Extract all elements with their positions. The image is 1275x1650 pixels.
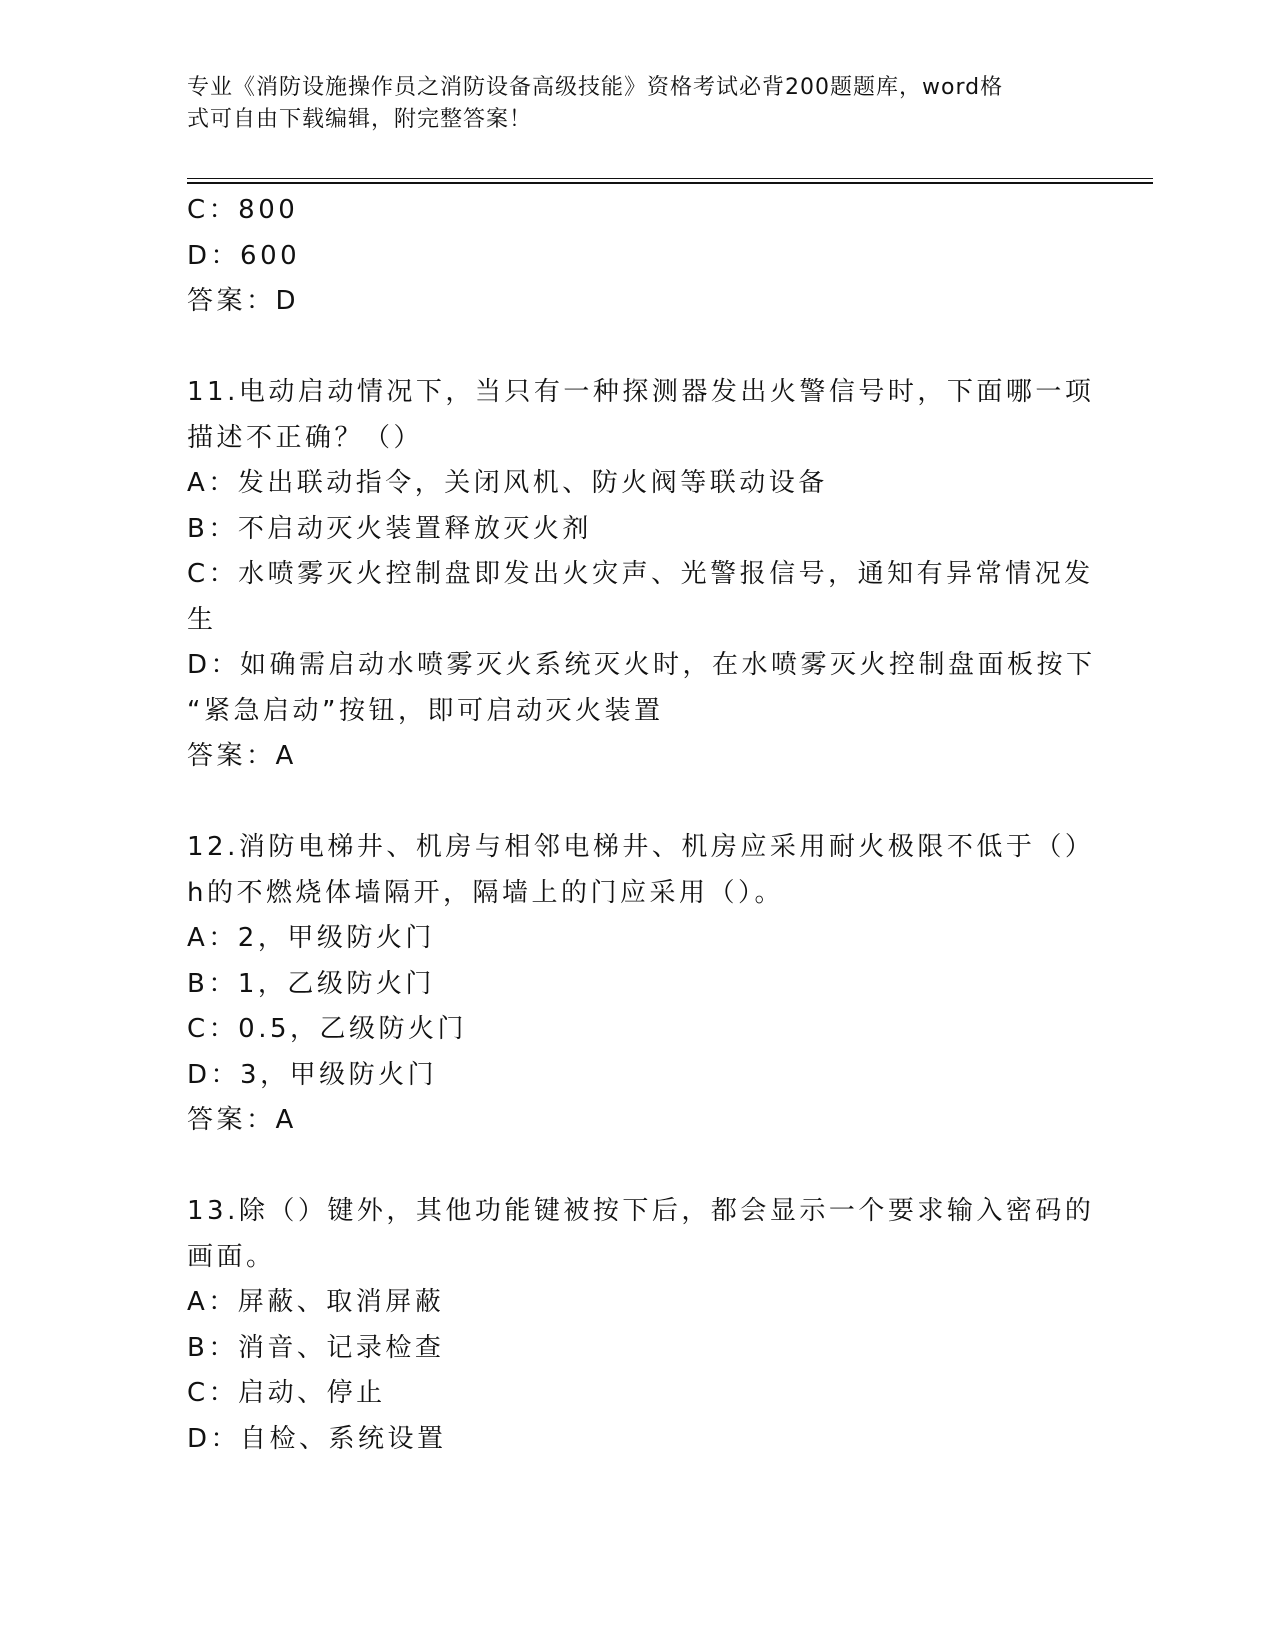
question-stem: 12.消防电梯井、机房与相邻电梯井、机房应采用耐火极限不低于（） (187, 832, 1095, 862)
previous-question-tail (187, 188, 1087, 325)
spacer (187, 325, 1087, 371)
option-a: A：屏蔽、取消屏蔽 (187, 1287, 445, 1317)
option-d: D：600 (187, 240, 301, 271)
option-a: A：发出联动指令，关闭风机、防火阀等联动设备 (187, 468, 828, 498)
option-b: B：不启动灭火装置释放灭火剂 (187, 513, 592, 544)
header-line-1: 专业《消防设施操作员之消防设备高级技能》资格考试必背200题题库，word格 (187, 75, 1004, 100)
option-c: C：0.5，乙级防火门 (187, 1014, 468, 1044)
spacer (187, 780, 1087, 826)
option-d: D：3，甲级防火门 (187, 1059, 438, 1090)
option-c-continued: 生 (187, 604, 217, 635)
option-c: C：启动、停止 (187, 1378, 386, 1408)
document-header (187, 72, 1067, 136)
spacer (187, 1144, 1087, 1190)
option-d: D：如确需启动水喷雾灭火系统灭火时，在水喷雾灭火控制盘面板按下 (187, 650, 1096, 680)
option-c: C：800 (187, 195, 299, 225)
header-divider-thick (187, 182, 1153, 184)
question-stem: 描述不正确？（） (187, 422, 424, 453)
option-b: B：1，乙级防火门 (187, 968, 435, 999)
question-12 (187, 825, 1095, 1144)
question-13 (187, 1189, 1095, 1462)
header-line-2: 式可自由下载编辑，附完整答案！ (187, 107, 533, 132)
question-stem: 画面。 (187, 1241, 276, 1272)
question-stem: h的不燃烧体墙隔开，隔墙上的门应采用（）。 (187, 877, 784, 908)
option-c: C：水喷雾灭火控制盘即发出火灾声、光警报信号，通知有异常情况发 (187, 559, 1094, 589)
question-content (187, 188, 1096, 1462)
option-a: A：2，甲级防火门 (187, 923, 435, 953)
option-b: B：消音、记录检查 (187, 1332, 445, 1363)
option-d: D：自检、系统设置 (187, 1423, 447, 1454)
header-divider-thin (187, 178, 1153, 179)
answer-line: 答案：A (187, 741, 297, 771)
question-11 (187, 370, 1096, 780)
answer-line: 答案：D (187, 286, 300, 316)
question-stem: 11.电动启动情况下，当只有一种探测器发出火警信号时，下面哪一项 (187, 377, 1095, 407)
answer-line: 答案：A (187, 1105, 297, 1135)
option-d-continued: “紧急启动”按钮，即可启动灭火装置 (187, 695, 664, 726)
question-stem: 13.除（）键外，其他功能键被按下后，都会显示一个要求输入密码的 (187, 1196, 1095, 1226)
